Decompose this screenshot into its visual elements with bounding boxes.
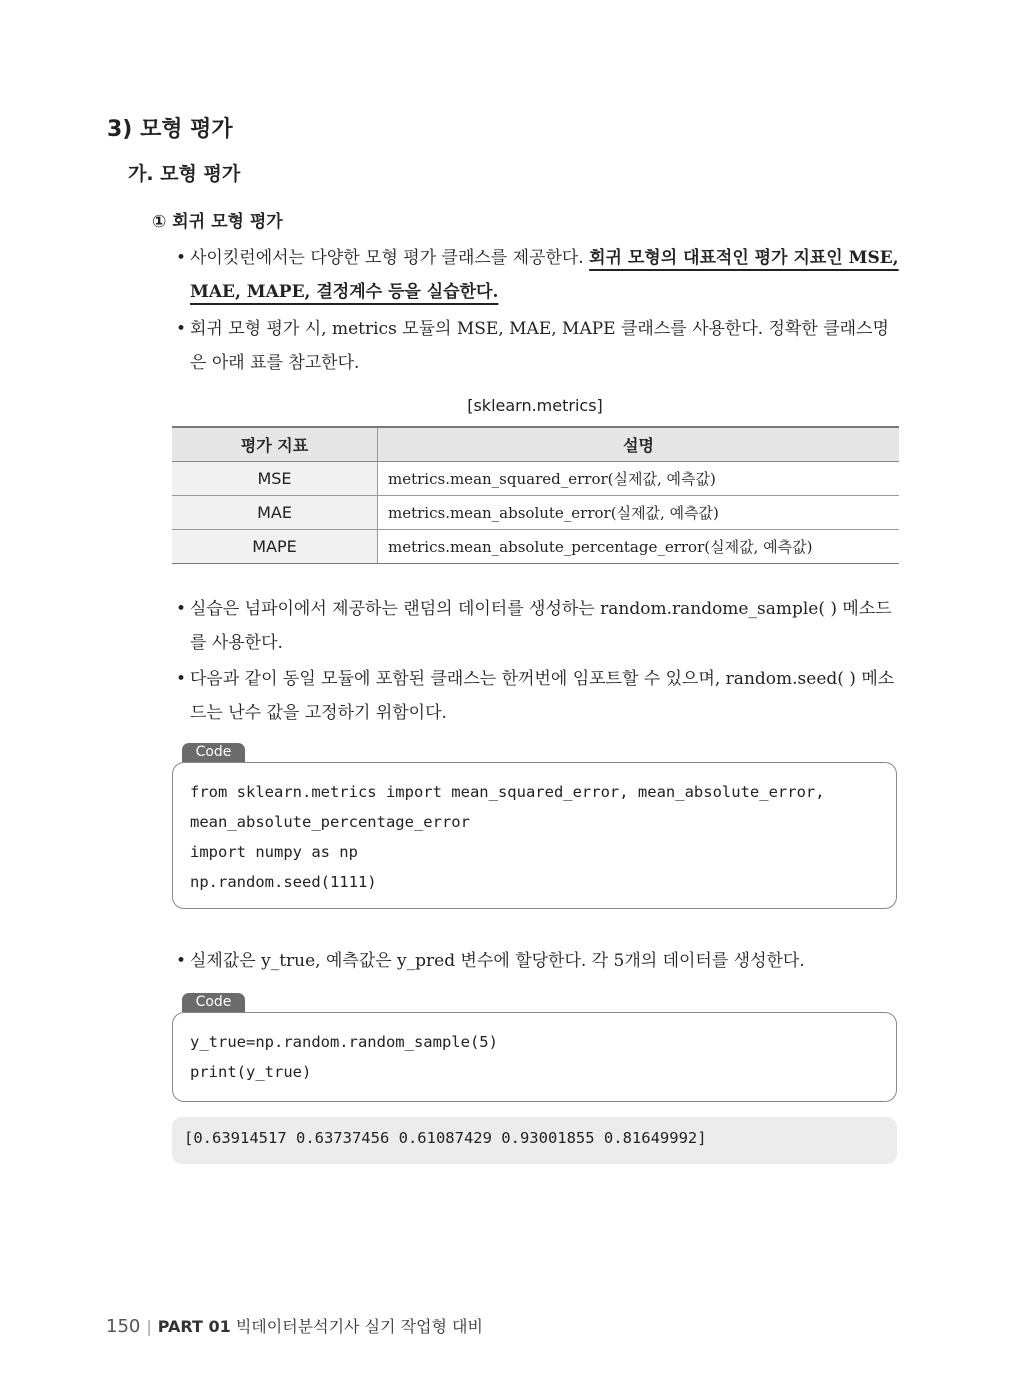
bullet-item-1 [176,241,900,309]
bullet-text: 사이킷런에서는 다양한 모형 평가 클래스를 제공한다. [190,248,590,268]
metrics-table [172,426,899,564]
part-label: PART 01 [157,1317,231,1336]
code-label-tab: Code [182,743,245,762]
bullet-dot: • [176,951,187,971]
section-heading: 3) 모형 평가 [107,117,233,142]
table-caption: [sklearn.metrics] [467,396,603,415]
bullet-dot: • [176,248,187,268]
footer-divider: | [146,1317,152,1336]
metric-name: MAE [172,496,378,530]
table-row [172,462,899,496]
bullet-dot: • [176,669,187,689]
bullet-emphasis: 회귀 모형의 대표적인 평가 지표인 MSE, MAE, MAPE, 결정계수 등을 실습한다. [190,248,899,302]
bullet-dot: • [176,599,187,619]
column-header: 평가 지표 [172,427,378,462]
code-line: y_true=np.random.random_sample(5) [190,1033,498,1051]
page-footer [106,1314,483,1337]
code-line: import numpy as np [190,843,358,861]
table-header-row [172,427,899,462]
code-block-imports [172,762,897,909]
bullet-item-4 [176,662,900,730]
metric-description: metrics.mean_absolute_error(실제값, 예측값) [378,496,900,530]
bullet-dot: • [176,319,187,339]
bullet-item-5 [176,944,900,978]
code-output: [0.63914517 0.63737456 0.61087429 0.93001855 0.81649992] [172,1117,897,1164]
bullet-item-3 [176,592,900,660]
code-line: np.random.seed(1111) [190,873,377,891]
bullet-item-2 [176,312,900,380]
table-row [172,530,899,564]
book-title: 빅데이터분석기사 실기 작업형 대비 [235,1317,483,1336]
code-label-tab: Code [182,993,245,1012]
code-line: mean_absolute_percentage_error [190,813,470,831]
code-line: print(y_true) [190,1063,312,1081]
bullet-text: 다음과 같이 동일 모듈에 포함된 클래스는 한꺼번에 임포트할 수 있으며, random.seed( ) 메소드는 난수 값을 고정하기 위함이다. [190,669,895,723]
subsection-heading: 가. 모형 평가 [128,163,241,185]
metric-description: metrics.mean_absolute_percentage_error(실제값, 예측값) [378,530,900,564]
bullet-text: 실습은 넘파이에서 제공하는 랜덤의 데이터를 생성하는 random.randome_sample( ) 메소드를 사용한다. [190,599,892,653]
code-line: from sklearn.metrics import mean_squared_error, mean_absolute_error, [190,783,825,801]
bullet-text: 실제값은 y_true, 예측값은 y_pred 변수에 할당한다. 각 5개의 데이터를 생성한다. [190,951,805,971]
code-block-sample [172,1012,897,1102]
bullet-text: 회귀 모형 평가 시, metrics 모듈의 MSE, MAE, MAPE 클래스를 사용한다. 정확한 클래스명은 아래 표를 참고한다. [190,319,889,373]
metric-name: MAPE [172,530,378,564]
page-number: 150 [106,1316,141,1337]
topic-heading: ① 회귀 모형 평가 [152,212,283,232]
metric-description: metrics.mean_squared_error(실제값, 예측값) [378,462,900,496]
column-header: 설명 [378,427,900,462]
metric-name: MSE [172,462,378,496]
table-row [172,496,899,530]
